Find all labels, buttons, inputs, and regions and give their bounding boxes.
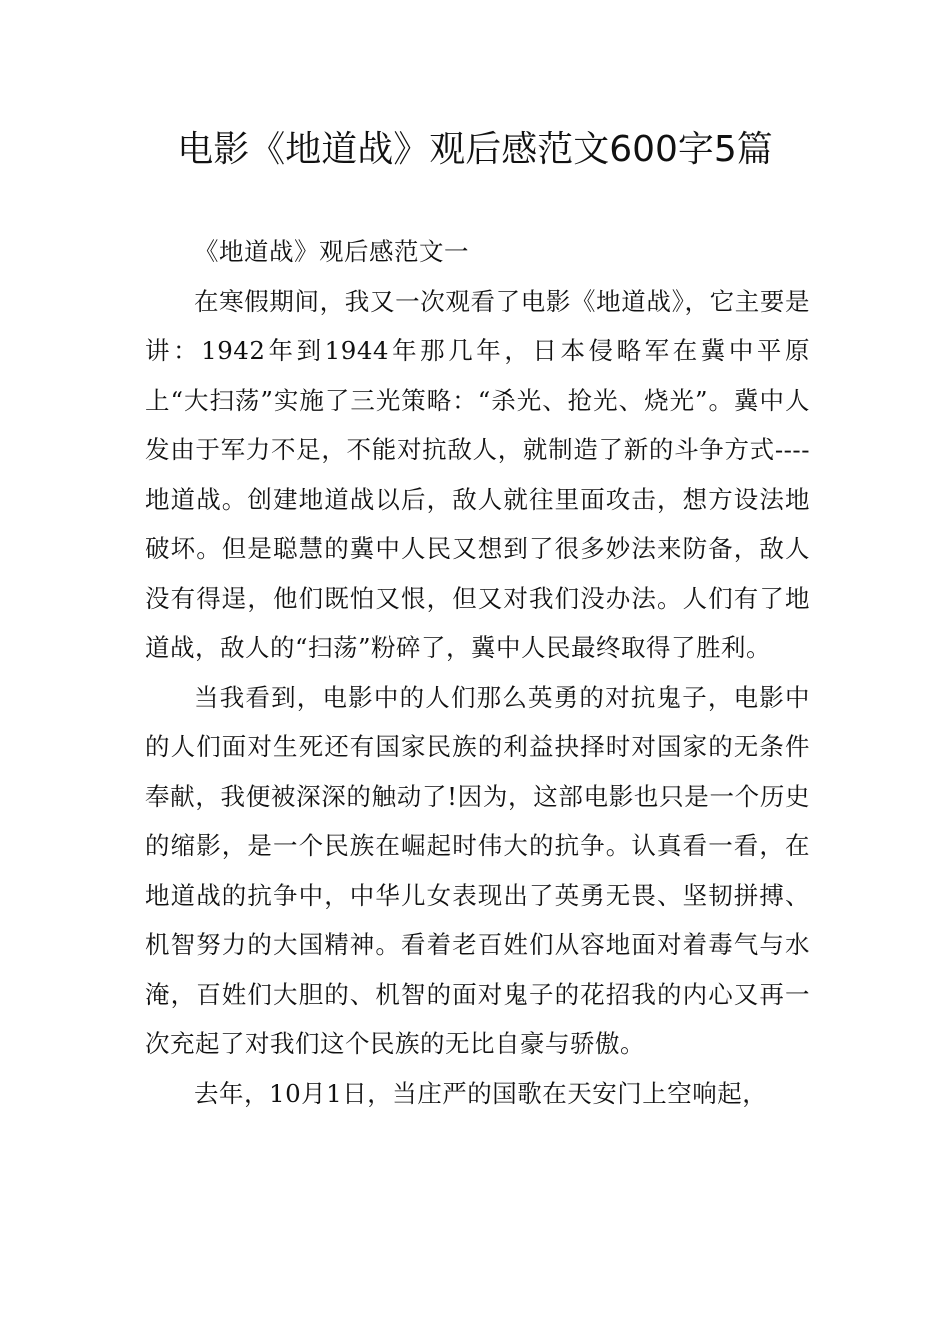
document-title: 电影《地道战》观后感范文600字5篇 — [177, 129, 773, 170]
document-body — [145, 227, 810, 1118]
body-paragraph: 去年，10月1日，当庄严的国歌在天安门上空响起， — [194, 1078, 768, 1108]
section-heading: 《地道战》观后感范文一 — [194, 237, 469, 266]
body-paragraph: 在寒假期间，我又一次观看了电影《地道战》，它主要是讲：1942年到1944年那几年，日本侵略军在冀中平原上“大扫荡”实施了三光策略：“杀光、抢光、烧光”。冀中人发由于军力不足，不能对抗敌人，就制造了新的斗争方式----地道战。创建地道战以后，敌人就往里面攻击，想方设法地破坏。但是聪慧的冀中人民又想到了很多妙法来防备，敌人没有得逞，他们既怕又恨，但又对我们没办法。人们有了地道战，敌人的“扫荡”粉碎了，冀中人民最终取得了胜利。 — [145, 286, 810, 662]
body-paragraph: 当我看到，电影中的人们那么英勇的对抗鬼子，电影中的人们面对生死还有国家民族的利益抉择时对国家的无条件奉献，我便被深深的触动了!因为，这部电影也只是一个历史的缩影，是一个民族在崛起时伟大的抗争。认真看一看，在地道战的抗争中，中华儿女表现出了英勇无畏、坚韧拼搏、机智努力的大国精神。看着老百姓们从容地面对着毒气与水淹，百姓们大胆的、机智的面对鬼子的花招我的内心又再一次充起了对我们这个民族的无比自豪与骄傲。 — [145, 682, 810, 1058]
